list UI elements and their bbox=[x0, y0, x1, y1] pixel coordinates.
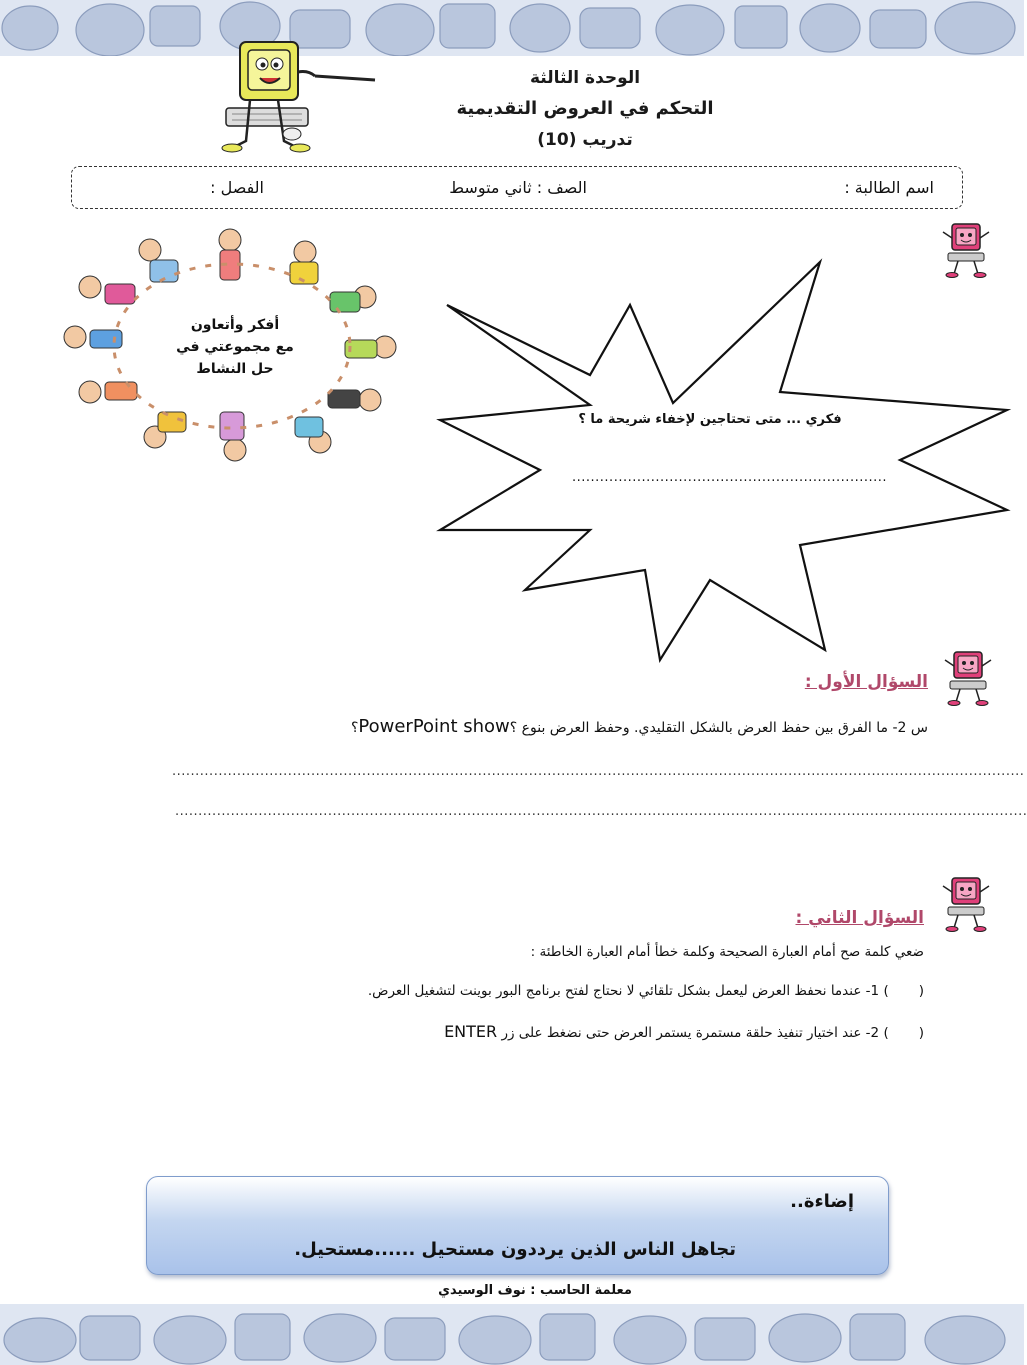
pink-computer-icon bbox=[940, 874, 992, 932]
answer-paren-open[interactable]: ( bbox=[918, 983, 924, 999]
question-1-text-end: ؟ bbox=[350, 720, 359, 736]
think-question: فكري ... متى تحتاجين لإخفاء شريحة ما ؟ bbox=[578, 412, 842, 427]
activity-caption-line3: حل النشاط bbox=[196, 361, 274, 377]
true-false-item-1 bbox=[368, 983, 924, 999]
activity-caption-line2: مع مجموعتي في bbox=[176, 339, 294, 355]
question-1-text-english: PowerPoint show bbox=[358, 716, 510, 737]
enter-key-label: ENTER bbox=[444, 1022, 498, 1041]
bottom-decorative-border bbox=[0, 1300, 1024, 1365]
answer-paren-open[interactable]: ( bbox=[918, 1025, 924, 1041]
question-1-heading: السؤال الأول : bbox=[804, 672, 928, 692]
think-answer-line: .................................................................... bbox=[572, 470, 887, 485]
unit-title: الوحدة الثالثة bbox=[529, 68, 641, 88]
tip-box bbox=[146, 1176, 889, 1275]
answer-line-1[interactable]: ........................................................................................................................................................................................ bbox=[172, 764, 1025, 779]
student-info-box bbox=[71, 166, 963, 209]
class-label: الفصل : bbox=[210, 178, 264, 197]
activity-caption bbox=[165, 314, 305, 380]
activity-caption-line1: أفكر وأتعاون bbox=[190, 317, 280, 333]
question-2-heading: السؤال الثاني : bbox=[795, 908, 924, 928]
top-decorative-border bbox=[0, 0, 1024, 60]
true-false-item-2-text: 2- عند اختيار تنفيذ حلقة مستمرة يستمر العرض حتى نضغط على زر bbox=[501, 1025, 880, 1041]
grade-label: الصف : ثاني متوسط bbox=[449, 178, 587, 197]
student-name-label: اسم الطالبة : bbox=[844, 178, 934, 197]
lesson-title: التحكم في العروض التقديمية bbox=[456, 98, 714, 119]
true-false-item-2 bbox=[444, 1022, 924, 1041]
answer-line-2[interactable]: ........................................................................................................................................................................................ bbox=[175, 804, 1027, 819]
pink-computer-icon bbox=[942, 648, 994, 706]
tip-text: تجاهل الناس الذين يرددون مستحيل ......مستحيل. bbox=[294, 1239, 736, 1260]
computer-mascot-image bbox=[220, 36, 380, 154]
true-false-item-1-text: 1- عندما نحفظ العرض ليعمل بشكل تلقائي لا نحتاج لفتح برنامج البور بوينت لتشغيل العرض. bbox=[367, 983, 880, 999]
question-1-text bbox=[351, 716, 928, 737]
teacher-signature: معلمة الحاسب : نوف الوسيدي bbox=[438, 1283, 632, 1298]
question-1-text-arabic: س 2- ما الفرق بين حفظ العرض بالشكل التقليدي. وحفظ العرض بنوع ؟ bbox=[509, 720, 928, 736]
tip-title: إضاءة.. bbox=[790, 1191, 854, 1212]
exercise-title: تدريب (10) bbox=[537, 130, 633, 150]
question-2-instruction: ضعي كلمة صح أمام العبارة الصحيحة وكلمة خطأ أمام العبارة الخاطئة : bbox=[530, 944, 924, 960]
think-starburst-shape bbox=[430, 260, 1010, 660]
answer-paren-close[interactable]: ) bbox=[883, 1025, 889, 1041]
answer-paren-close[interactable]: ) bbox=[883, 983, 889, 999]
